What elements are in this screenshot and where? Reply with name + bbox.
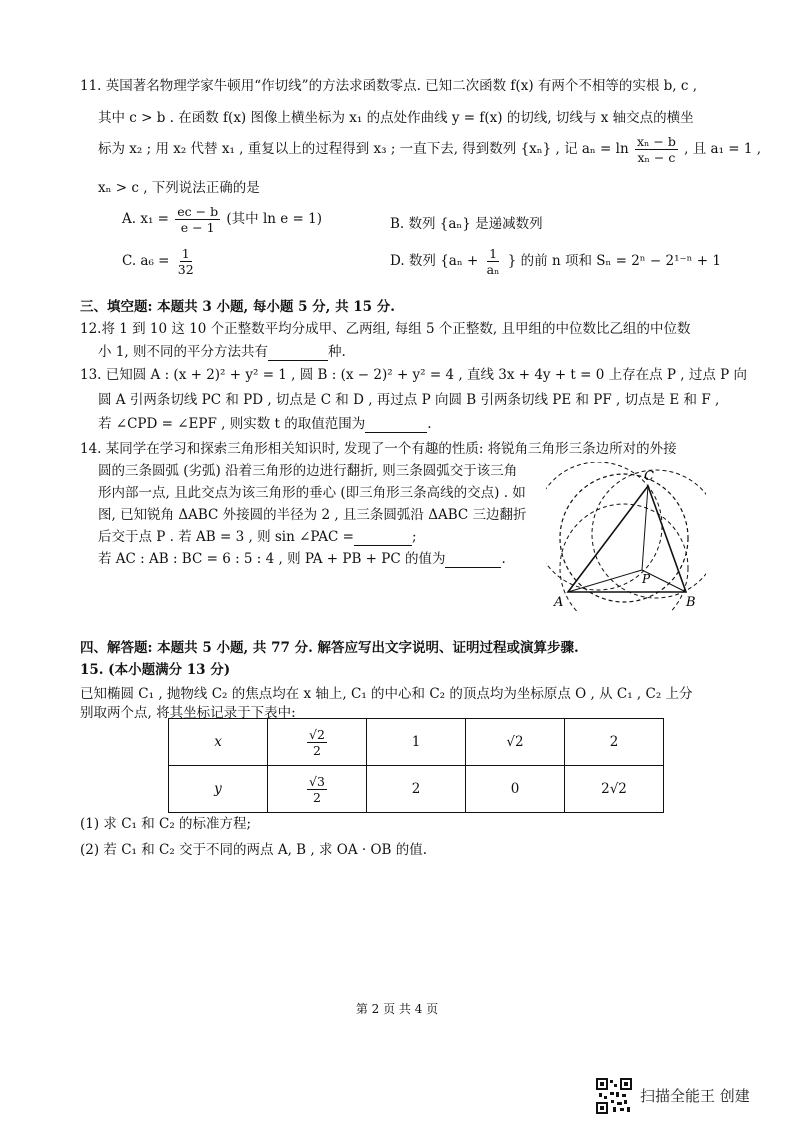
q14-line4: 图, 已知锐角 ΔABC 外接圆的半径为 2 , 且三条圆弧沿 ΔABC 三边翻折 [98, 507, 527, 523]
q12-tail: 种. [327, 344, 346, 360]
fraction-denominator: e − 1 [180, 220, 215, 235]
q14-line2: 圆的三条圆弧 (劣弧) 沿着三角形的边进行翻折, 则三条圆弧交于该三角 [98, 463, 518, 479]
option-c-label: C. a₆ = [122, 253, 170, 269]
q11-option-d [390, 246, 721, 277]
option-d-fraction [485, 246, 502, 277]
fraction-numerator: √2 [309, 726, 325, 742]
option-a-note: (其中 ln e = 1) [226, 211, 322, 227]
option-a-fraction [175, 204, 220, 235]
scanner-watermark: 扫描全能王 创建 [640, 1087, 750, 1105]
q11-line3-tail: , 且 a₁ = 1 , [684, 141, 762, 157]
fraction-denominator: xₙ − c [637, 150, 676, 165]
fraction-numerator: xₙ − b [636, 134, 676, 149]
triangle-abc [568, 486, 686, 592]
q14-sep: ; [411, 529, 417, 545]
section4-title: 四、解答题: 本题共 5 小题, 共 77 分. 解答应写出文字说明、证明过程或演算步骤. [80, 640, 579, 656]
label-c: C [644, 469, 654, 484]
table-cell [268, 766, 367, 813]
q11-line3-text: 标为 x₂ ; 用 x₂ 代替 x₁ , 重复以上的过程得到 x₃ ; 一直下去, 得到数列 {xₙ} , 记 aₙ = ln [98, 141, 629, 157]
q11-option-c [122, 246, 198, 277]
q11-line4: xₙ > c , 下列说法正确的是 [98, 180, 260, 196]
q15-part1: (1) 求 C₁ 和 C₂ 的标准方程; [80, 816, 252, 832]
coordinates-table [168, 718, 664, 813]
table-cell [268, 719, 367, 766]
segment-cp [642, 486, 648, 570]
table-cell: x [169, 719, 268, 766]
option-c-fraction [176, 246, 196, 277]
q11-line1: 11. 英国著名物理学家牛顿用“作切线”的方法求函数零点. 已知二次函数 f(x) 有两个不相等的实根 b, c , [80, 78, 698, 94]
label-a: A [554, 595, 564, 610]
cell-fraction [307, 774, 327, 805]
q13-line3 [98, 412, 432, 433]
q11-option-b: B. 数列 {aₙ} 是递减数列 [390, 216, 543, 232]
folded-arc-ab [560, 504, 688, 612]
fraction-denominator: aₙ [486, 262, 500, 277]
q15-line1: 已知椭圆 C₁ , 抛物线 C₂ 的焦点均在 x 轴上, C₁ 的中心和 C₂ 的顶点均为坐标原点 O , 从 C₁ , C₂ 上分 [80, 686, 693, 702]
table-cell: 2√2 [565, 766, 664, 813]
fraction-numerator: 1 [489, 246, 498, 261]
section3-title: 三、填空题: 本题共 3 小题, 每小题 5 分, 共 15 分. [80, 299, 395, 315]
q13-line2: 圆 A 引两条切线 PC 和 PD , 切点是 C 和 D , 再过点 P 向圆 B 引两条切线 PE 和 PF , 切点是 E 和 F , [98, 392, 720, 408]
label-b: B [686, 595, 696, 610]
fraction-denominator: 2 [313, 789, 321, 805]
fraction-denominator: 2 [313, 742, 321, 758]
table-row [169, 766, 664, 813]
answer-blank-1[interactable] [354, 529, 412, 546]
q15-title: 15. (本小题满分 13 分) [80, 662, 231, 678]
cell-fraction [307, 727, 327, 758]
fraction-numerator: 1 [181, 246, 190, 261]
qr-code-icon [596, 1078, 632, 1114]
circumcircle [560, 474, 688, 602]
q11-option-a [122, 204, 322, 235]
option-a-label: A. x₁ = [122, 211, 169, 227]
triangle-circumcircle-figure [546, 462, 706, 612]
q11-line2: 其中 c > b . 在函数 f(x) 图像上横坐标为 x₁ 的点处作曲线 y = f(x) 的切线, 切线与 x 轴交点的横坐 [98, 110, 694, 126]
answer-blank-2[interactable] [445, 551, 501, 568]
q13-tail: . [427, 416, 432, 432]
answer-blank[interactable] [365, 416, 427, 433]
table-cell: √2 [466, 719, 565, 766]
table-row [169, 719, 664, 766]
q14-line5 [98, 525, 417, 546]
q15-part2: (2) 若 C₁ 和 C₂ 交于不同的两点 A, B , 求 OA · OB 的值. [80, 842, 428, 858]
page-number: 第 2 页 共 4 页 [355, 1002, 439, 1016]
q12-line1: 12.将 1 到 10 这 10 个正整数平均分成甲、乙两组, 每组 5 个正整数, 且甲组的中位数比乙组的中位数 [80, 321, 691, 337]
label-p: P [642, 572, 651, 586]
answer-blank[interactable] [268, 344, 328, 361]
table-cell: 0 [466, 766, 565, 813]
fraction-numerator: √3 [309, 773, 325, 789]
q11-ln-fraction [635, 134, 678, 165]
q14-line3: 形内部一点, 且此交点为该三角形的垂心 (即三角形三条高线的交点) . 如 [98, 485, 526, 501]
q14-tail: . [501, 551, 506, 567]
q14-text-2: 若 AC : AB : BC = 6 : 5 : 4 , 则 PA + PB + PC 的值为 [98, 551, 446, 567]
table-cell: 2 [367, 766, 466, 813]
q12-text: 小 1, 则不同的平分方法共有 [98, 344, 268, 360]
q14-line6 [98, 547, 506, 568]
table-cell: 1 [367, 719, 466, 766]
table-cell: 2 [565, 719, 664, 766]
q14-line1: 14. 某同学在学习和探索三角形相关知识时, 发现了一个有趣的性质: 将锐角三角形三条边所对的外接 [80, 441, 677, 457]
option-d-tail: } 的前 n 项和 Sₙ = 2ⁿ − 2¹⁻ⁿ + 1 [507, 253, 721, 269]
q13-text: 若 ∠CPD = ∠EPF , 则实数 t 的取值范围为 [98, 416, 366, 432]
q14-text: 后交于点 P . 若 AB = 3 , 则 sin ∠PAC = [98, 529, 354, 545]
q15-line2: 别取两个点, 将其坐标记录于下表中: [80, 705, 296, 721]
q12-line2 [98, 340, 346, 361]
q11-line3 [98, 134, 761, 165]
fraction-denominator: 32 [177, 262, 194, 277]
q13-line1: 13. 已知圆 A : (x + 2)² + y² = 1 , 圆 B : (x − 2)² + y² = 4 , 直线 3x + 4y + t = 0 上存在点 P , 过点 P 向 [80, 367, 748, 383]
option-d-label: D. 数列 {aₙ + [390, 253, 479, 269]
fraction-numerator: ec − b [177, 204, 219, 219]
table-cell: y [169, 766, 268, 813]
